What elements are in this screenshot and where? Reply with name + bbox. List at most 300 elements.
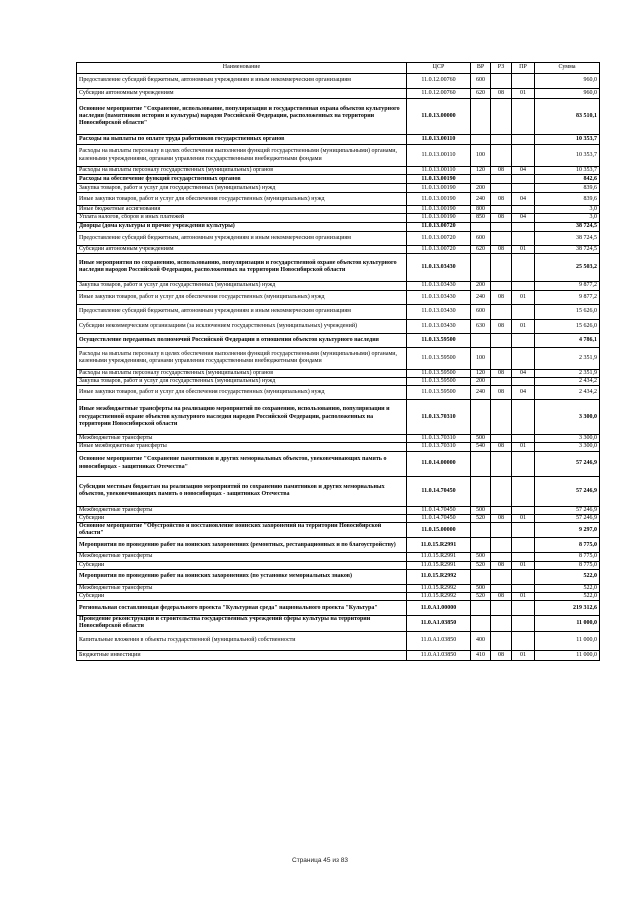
cell-name: Основное мероприятие "Сохранение памятников и других мемориальных объектов, увековечивающих память о новосибирцах - защитниках Отечества"	[77, 451, 407, 476]
table-row	[77, 245, 600, 253]
cell-pr: 01	[512, 593, 535, 601]
cell-pr	[512, 333, 535, 347]
cell-rz	[491, 175, 512, 184]
cell-pr	[512, 601, 535, 616]
table-body	[77, 74, 600, 661]
cell-name: Субсидии автономным учреждениям	[77, 89, 407, 99]
cell-rz	[491, 523, 512, 538]
cell-sum: 38 724,5	[535, 222, 600, 231]
cell-vr	[471, 476, 491, 506]
cell-name: Осуществление переданных полномочий Российской Федерации в отношении объектов культурного наследия	[77, 333, 407, 347]
cell-csr: 11.0.15.R2991	[407, 538, 471, 553]
cell-name: Расходы на выплаты персоналу в целях обеспечения выполнения функций государственными (муниципальными) органами, казенными учреждениями, органами управления государственными внебюджетными фондами	[77, 145, 407, 167]
cell-sum: 522,0	[535, 569, 600, 584]
cell-name: Иные бюджетные ассигнования	[77, 206, 407, 214]
table-row	[77, 369, 600, 377]
cell-pr	[512, 304, 535, 319]
cell-name: Субсидии местным бюджетам на реализацию мероприятий по сохранению памятников и других мемориальных объектов, увековечивающих память о новосибирцах - защитниках Отечества	[77, 476, 407, 506]
cell-sum: 839,6	[535, 193, 600, 206]
table-row	[77, 476, 600, 506]
cell-sum: 4 786,1	[535, 333, 600, 347]
cell-pr: 04	[512, 386, 535, 400]
cell-vr: 120	[471, 369, 491, 377]
cell-sum: 15 626,0	[535, 304, 600, 319]
cell-vr	[471, 451, 491, 476]
table-row	[77, 74, 600, 89]
cell-pr	[512, 253, 535, 281]
cell-name: Основное мероприятие "Обустройство и восстановление воинских захоронений на территории Новосибирской области"	[77, 523, 407, 538]
header-name: Наименование	[77, 63, 407, 74]
table-row	[77, 347, 600, 369]
table-row	[77, 443, 600, 451]
cell-rz	[491, 553, 512, 561]
cell-sum: 11 000,0	[535, 616, 600, 631]
cell-csr: 11.0.13.03430	[407, 304, 471, 319]
cell-pr: 01	[512, 290, 535, 304]
cell-rz	[491, 616, 512, 631]
cell-csr: 11.0.15.00000	[407, 523, 471, 538]
cell-rz	[491, 451, 512, 476]
cell-pr	[512, 616, 535, 631]
cell-name: Расходы на выплаты персоналу в целях обеспечения выполнения функций государственными (муниципальными) органами, казенными учреждениями, органами управления государственными внебюджетными фондами	[77, 347, 407, 369]
cell-vr: 100	[471, 145, 491, 167]
cell-rz	[491, 222, 512, 231]
cell-pr: 04	[512, 369, 535, 377]
header-csr: ЦСР	[407, 63, 471, 74]
cell-name: Предоставление субсидий бюджетным, автономным учреждениям и иным некоммерческим организациям	[77, 74, 407, 89]
cell-csr: 11.0.13.03430	[407, 290, 471, 304]
cell-vr: 800	[471, 206, 491, 214]
cell-sum: 839,6	[535, 184, 600, 193]
cell-name: Предоставление субсидий бюджетным, автономным учреждениям и иным некоммерческим организациям	[77, 304, 407, 319]
cell-name: Межбюджетные трансферты	[77, 435, 407, 443]
cell-csr: 11.0.15.R2991	[407, 553, 471, 561]
table-row	[77, 231, 600, 245]
cell-rz	[491, 145, 512, 167]
cell-rz	[491, 333, 512, 347]
cell-csr: 11.0.13.03430	[407, 319, 471, 333]
cell-sum: 57 246,9	[535, 506, 600, 514]
cell-pr	[512, 99, 535, 135]
table-row	[77, 631, 600, 650]
cell-csr: 11.0.A1.03850	[407, 650, 471, 660]
cell-name: Региональная составляющая федерального проекта "Культурная среда" национального проекта "Культура"	[77, 601, 407, 616]
cell-sum: 15 626,0	[535, 319, 600, 333]
cell-vr	[471, 569, 491, 584]
cell-csr: 11.0.13.59500	[407, 369, 471, 377]
table-row	[77, 523, 600, 538]
page-number: Страница 45 из 83	[292, 857, 348, 864]
cell-sum: 10 353,7	[535, 167, 600, 175]
cell-csr: 11.0.A1.03850	[407, 616, 471, 631]
cell-csr: 11.0.A1.00000	[407, 601, 471, 616]
header-vr: ВР	[471, 63, 491, 74]
cell-csr: 11.0.14.00000	[407, 451, 471, 476]
cell-pr	[512, 538, 535, 553]
cell-pr	[512, 184, 535, 193]
table-row	[77, 145, 600, 167]
table-row	[77, 451, 600, 476]
cell-rz: 08	[491, 369, 512, 377]
cell-name: Мероприятия по проведению работ на воинских захоронениях (ремонтных, реставрационных и по благоустройству)	[77, 538, 407, 553]
cell-sum: 3,0	[535, 206, 600, 214]
cell-name: Капитальные вложения в объекты государственной (муниципальной) собственности	[77, 631, 407, 650]
header-rz: РЗ	[491, 63, 512, 74]
cell-name: Мероприятия по проведению работ на воинских захоронениях (по установке мемориальных знаков)	[77, 569, 407, 584]
cell-vr	[471, 400, 491, 435]
cell-rz: 08	[491, 514, 512, 522]
cell-csr: 11.0.15.R2992	[407, 584, 471, 592]
table-row	[77, 206, 600, 214]
cell-sum: 522,0	[535, 593, 600, 601]
cell-pr	[512, 175, 535, 184]
cell-pr: 04	[512, 214, 535, 222]
cell-sum: 3 300,0	[535, 400, 600, 435]
cell-csr: 11.0.15.R2991	[407, 561, 471, 569]
cell-rz: 08	[491, 593, 512, 601]
cell-csr: 11.0.13.00000	[407, 99, 471, 135]
cell-rz: 08	[491, 89, 512, 99]
cell-pr	[512, 135, 535, 145]
cell-vr: 500	[471, 435, 491, 443]
cell-rz	[491, 476, 512, 506]
table-row	[77, 400, 600, 435]
cell-pr	[512, 451, 535, 476]
cell-pr: 01	[512, 319, 535, 333]
table-row	[77, 253, 600, 281]
cell-vr: 520	[471, 514, 491, 522]
table-row	[77, 281, 600, 290]
table-row	[77, 386, 600, 400]
budget-table	[76, 62, 600, 661]
cell-rz: 08	[491, 561, 512, 569]
table-row	[77, 89, 600, 99]
cell-rz	[491, 135, 512, 145]
cell-pr	[512, 553, 535, 561]
cell-sum: 2 351,9	[535, 369, 600, 377]
table-row	[77, 584, 600, 592]
cell-rz	[491, 631, 512, 650]
cell-sum: 10 353,7	[535, 135, 600, 145]
cell-vr	[471, 253, 491, 281]
cell-pr	[512, 378, 535, 386]
cell-csr: 11.0.13.70310	[407, 435, 471, 443]
cell-pr	[512, 584, 535, 592]
cell-vr: 630	[471, 319, 491, 333]
cell-vr: 100	[471, 347, 491, 369]
cell-vr: 410	[471, 650, 491, 660]
table-row	[77, 319, 600, 333]
cell-name: Иные межбюджетные трансферты	[77, 443, 407, 451]
cell-rz	[491, 601, 512, 616]
cell-name: Межбюджетные трансферты	[77, 584, 407, 592]
cell-pr: 01	[512, 443, 535, 451]
cell-name: Дворцы (дома культуры и прочие учреждения культуры)	[77, 222, 407, 231]
cell-vr: 600	[471, 74, 491, 89]
cell-rz	[491, 538, 512, 553]
cell-pr	[512, 222, 535, 231]
cell-name: Основное мероприятие "Сохранение, использование, популяризация и государственная охрана объектов культурного наследия (памятников истории и культуры) народов Российской Федерации, расположенных на территории Новосибирской области"	[77, 99, 407, 135]
table-header-row	[77, 63, 600, 74]
table-row	[77, 167, 600, 175]
cell-vr: 600	[471, 304, 491, 319]
cell-csr: 11.0.13.03430	[407, 253, 471, 281]
cell-pr	[512, 400, 535, 435]
cell-name: Иные закупки товаров, работ и услуг для обеспечения государственных (муниципальных) нужд	[77, 193, 407, 206]
table-row	[77, 538, 600, 553]
table-row	[77, 184, 600, 193]
cell-sum: 11 000,0	[535, 650, 600, 660]
cell-csr: 11.0.15.R2992	[407, 593, 471, 601]
cell-rz	[491, 304, 512, 319]
cell-name: Расходы на выплаты персоналу государственных (муниципальных) органов	[77, 167, 407, 175]
table-row	[77, 99, 600, 135]
cell-csr: 11.0.13.00720	[407, 222, 471, 231]
table-row	[77, 593, 600, 601]
cell-sum: 3 300,0	[535, 443, 600, 451]
cell-sum: 57 246,9	[535, 514, 600, 522]
cell-sum: 38 724,5	[535, 231, 600, 245]
cell-pr: 01	[512, 514, 535, 522]
cell-vr	[471, 222, 491, 231]
cell-vr	[471, 523, 491, 538]
cell-csr: 11.0.12.00760	[407, 89, 471, 99]
cell-vr	[471, 175, 491, 184]
cell-pr	[512, 74, 535, 89]
cell-rz	[491, 184, 512, 193]
cell-name: Иные мероприятия по сохранению, использованию, популяризации и государственной охране объектов культурного наследия народов Российской Федерации, расположенных на территории Новосибирской области	[77, 253, 407, 281]
cell-name: Закупка товаров, работ и услуг для государственных (муниципальных) нужд	[77, 184, 407, 193]
cell-name: Межбюджетные трансферты	[77, 506, 407, 514]
cell-sum: 83 510,1	[535, 99, 600, 135]
cell-csr: 11.0.13.00720	[407, 231, 471, 245]
cell-pr: 01	[512, 650, 535, 660]
cell-pr	[512, 281, 535, 290]
cell-sum: 9 877,2	[535, 290, 600, 304]
cell-csr: 11.0.13.59500	[407, 386, 471, 400]
cell-vr: 240	[471, 386, 491, 400]
cell-sum: 522,0	[535, 584, 600, 592]
table-row	[77, 135, 600, 145]
cell-rz: 08	[491, 386, 512, 400]
cell-sum: 3 300,0	[535, 435, 600, 443]
cell-rz	[491, 74, 512, 89]
cell-vr	[471, 99, 491, 135]
cell-vr: 240	[471, 290, 491, 304]
cell-vr: 500	[471, 506, 491, 514]
cell-vr	[471, 333, 491, 347]
cell-vr: 600	[471, 231, 491, 245]
cell-sum: 8 775,0	[535, 553, 600, 561]
cell-rz: 08	[491, 193, 512, 206]
cell-vr: 240	[471, 193, 491, 206]
cell-sum: 38 724,5	[535, 245, 600, 253]
cell-csr: 11.0.13.00190	[407, 206, 471, 214]
cell-rz: 08	[491, 319, 512, 333]
cell-pr: 01	[512, 245, 535, 253]
cell-csr: 11.0.13.00720	[407, 245, 471, 253]
cell-name: Межбюджетные трансферты	[77, 553, 407, 561]
cell-name: Расходы на обеспечение функций государственных органов	[77, 175, 407, 184]
cell-csr: 11.0.13.03430	[407, 281, 471, 290]
cell-rz	[491, 281, 512, 290]
cell-vr: 200	[471, 378, 491, 386]
table-row	[77, 333, 600, 347]
cell-name: Проведение реконструкции и строительства государственных учреждений сферы культуры на территории Новосибирской области	[77, 616, 407, 631]
cell-csr: 11.0.13.70310	[407, 400, 471, 435]
cell-pr	[512, 231, 535, 245]
cell-vr: 850	[471, 214, 491, 222]
cell-pr	[512, 206, 535, 214]
cell-name: Предоставление субсидий бюджетным, автономным учреждениям и иным некоммерческим организациям	[77, 231, 407, 245]
cell-csr: 11.0.13.59500	[407, 333, 471, 347]
cell-name: Субсидии	[77, 561, 407, 569]
cell-csr: 11.0.13.59500	[407, 347, 471, 369]
cell-rz	[491, 347, 512, 369]
cell-name: Субсидии	[77, 593, 407, 601]
cell-rz	[491, 253, 512, 281]
cell-vr	[471, 616, 491, 631]
cell-csr: 11.0.14.70450	[407, 506, 471, 514]
cell-sum: 960,0	[535, 89, 600, 99]
table-row	[77, 616, 600, 631]
table-row	[77, 601, 600, 616]
cell-name: Иные закупки товаров, работ и услуг для обеспечения государственных (муниципальных) нужд	[77, 290, 407, 304]
cell-sum: 9 297,0	[535, 523, 600, 538]
cell-pr	[512, 569, 535, 584]
cell-sum: 2 434,2	[535, 378, 600, 386]
cell-pr	[512, 631, 535, 650]
table-row	[77, 378, 600, 386]
cell-vr: 500	[471, 584, 491, 592]
cell-pr: 01	[512, 89, 535, 99]
cell-rz	[491, 506, 512, 514]
cell-name: Расходы на выплаты персоналу государственных (муниципальных) органов	[77, 369, 407, 377]
cell-rz: 08	[491, 167, 512, 175]
cell-rz	[491, 400, 512, 435]
table-row	[77, 506, 600, 514]
cell-vr	[471, 538, 491, 553]
cell-pr	[512, 476, 535, 506]
cell-sum: 57 246,9	[535, 451, 600, 476]
cell-rz	[491, 99, 512, 135]
cell-sum: 8 775,0	[535, 538, 600, 553]
cell-csr: 11.0.12.00760	[407, 74, 471, 89]
table-row	[77, 193, 600, 206]
cell-pr: 04	[512, 193, 535, 206]
cell-sum: 219 312,6	[535, 601, 600, 616]
cell-pr	[512, 347, 535, 369]
cell-vr: 620	[471, 89, 491, 99]
cell-rz	[491, 378, 512, 386]
cell-name: Субсидии автономным учреждениям	[77, 245, 407, 253]
cell-vr: 520	[471, 561, 491, 569]
cell-sum: 3,0	[535, 214, 600, 222]
table-row	[77, 175, 600, 184]
cell-csr: 11.0.13.00190	[407, 184, 471, 193]
cell-sum: 25 503,2	[535, 253, 600, 281]
cell-rz: 08	[491, 214, 512, 222]
cell-rz	[491, 206, 512, 214]
cell-csr: 11.0.14.70450	[407, 514, 471, 522]
cell-vr: 400	[471, 631, 491, 650]
table-row	[77, 569, 600, 584]
cell-name: Расходы на выплаты по оплате труда работников государственных органов	[77, 135, 407, 145]
table-row	[77, 222, 600, 231]
cell-sum: 2 434,2	[535, 386, 600, 400]
cell-vr: 520	[471, 593, 491, 601]
cell-sum: 8 775,0	[535, 561, 600, 569]
cell-csr: 11.0.13.00110	[407, 167, 471, 175]
cell-csr: 11.0.13.00190	[407, 214, 471, 222]
cell-csr: 11.0.13.00110	[407, 135, 471, 145]
cell-name: Субсидии некоммерческим организациям (за исключением государственных (муниципальных) учреждений)	[77, 319, 407, 333]
cell-vr: 500	[471, 553, 491, 561]
cell-rz: 08	[491, 245, 512, 253]
cell-sum: 842,6	[535, 175, 600, 184]
cell-rz: 08	[491, 650, 512, 660]
cell-vr: 200	[471, 184, 491, 193]
cell-sum: 10 353,7	[535, 145, 600, 167]
header-sum: Сумма	[535, 63, 600, 74]
cell-rz	[491, 584, 512, 592]
cell-csr: 11.0.A1.03850	[407, 631, 471, 650]
cell-name: Закупка товаров, работ и услуг для государственных (муниципальных) нужд	[77, 378, 407, 386]
table-row	[77, 553, 600, 561]
cell-pr	[512, 523, 535, 538]
cell-csr: 11.0.13.00190	[407, 175, 471, 184]
table-row	[77, 514, 600, 522]
cell-csr: 11.0.13.00190	[407, 193, 471, 206]
cell-name: Иные закупки товаров, работ и услуг для обеспечения государственных (муниципальных) нужд	[77, 386, 407, 400]
cell-pr: 04	[512, 167, 535, 175]
cell-vr: 540	[471, 443, 491, 451]
cell-vr	[471, 135, 491, 145]
header-pr: ПР	[512, 63, 535, 74]
cell-pr	[512, 506, 535, 514]
cell-sum: 2 351,9	[535, 347, 600, 369]
cell-pr	[512, 435, 535, 443]
cell-csr: 11.0.15.R2992	[407, 569, 471, 584]
cell-sum: 57 246,9	[535, 476, 600, 506]
table-row	[77, 561, 600, 569]
cell-rz: 08	[491, 443, 512, 451]
cell-rz	[491, 435, 512, 443]
cell-vr: 620	[471, 245, 491, 253]
cell-pr	[512, 145, 535, 167]
cell-name: Уплата налогов, сборов и иных платежей	[77, 214, 407, 222]
cell-name: Иные межбюджетные трансферты на реализацию мероприятий по сохранению, использованию, популяризации и государственной охране объектов культурного наследия народов Российской Федерации, расположенных на территории Новосибирской области	[77, 400, 407, 435]
cell-sum: 11 000,0	[535, 631, 600, 650]
cell-name: Закупка товаров, работ и услуг для государственных (муниципальных) нужд	[77, 281, 407, 290]
cell-sum: 960,0	[535, 74, 600, 89]
table-row	[77, 650, 600, 660]
cell-vr: 120	[471, 167, 491, 175]
table-row	[77, 290, 600, 304]
cell-csr: 11.0.13.00110	[407, 145, 471, 167]
cell-name: Субсидии	[77, 514, 407, 522]
cell-csr: 11.0.14.70450	[407, 476, 471, 506]
cell-name: Бюджетные инвестиции	[77, 650, 407, 660]
table-row	[77, 214, 600, 222]
cell-csr: 11.0.13.70310	[407, 443, 471, 451]
table-row	[77, 304, 600, 319]
cell-vr	[471, 601, 491, 616]
cell-pr: 01	[512, 561, 535, 569]
table-row	[77, 435, 600, 443]
cell-rz	[491, 231, 512, 245]
cell-rz: 08	[491, 290, 512, 304]
